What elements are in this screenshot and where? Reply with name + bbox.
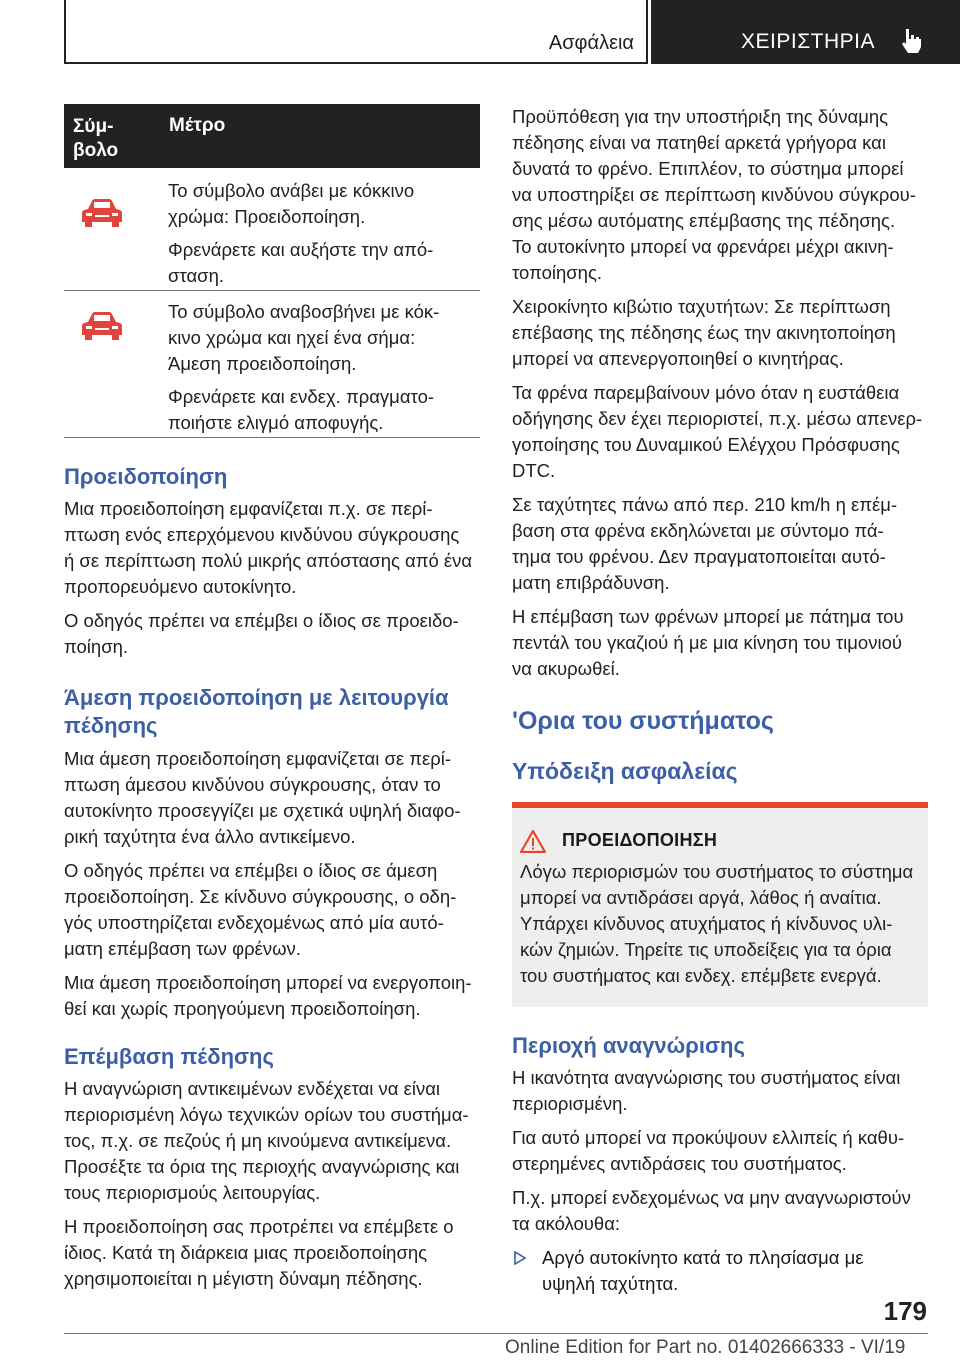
footer-edition: Online Edition for Part no. 01402666333 - VI/19 xyxy=(505,1337,906,1358)
heading-safety-note: Υπόδειξη ασφαλείας xyxy=(512,758,738,784)
warning-box xyxy=(512,802,928,1007)
right-paragraph-3: Τα φρένα παρεμβαίνουν μόνο όταν η ευστάθεια οδήγησης δεν έχει περιοριστεί, π.χ. μέσω απενερ- γοποίησης του Δυναμικού Ελέγχου Πρόσφυσης DTC. xyxy=(512,382,923,481)
table-row xyxy=(64,168,480,291)
warning-paragraph-1: Μια προειδοποίηση εμφανίζεται π.χ. σε περί- πτωση ενός επερχόμενου κινδύνου σύγκρουσης ή σε περίπτωση πολύ μικρής απόστασης από ένα προπορευόμενο αυτοκίνητο. xyxy=(64,498,473,597)
row1-text-1: Το σύμβολο ανάβει με κόκκινο χρώμα: Προειδοποίηση. xyxy=(168,180,415,227)
row2-text-2: Φρενάρετε και ενδεχ. πραγματο- ποιήστε ελιγμό αποφυγής. xyxy=(168,386,435,433)
direct-paragraph-1: Μια άμεση προειδοποίηση εμφανίζεται σε περί- πτωση άμεσου κινδύνου σύγκρουσης, όταν το αυτοκίνητο προσεγγίζει με σχετικά υψηλή διαφο- ρική ταχύτητα ένα άλλο αντικείμενο. xyxy=(64,748,461,847)
column-symbol: Σύμ- βολο xyxy=(73,116,119,161)
table-row xyxy=(64,291,480,438)
red-car-warning-icon xyxy=(80,198,124,228)
brake-paragraph-2: Η προειδοποίηση σας προτρέπει να επέμβετε ο ίδιος. Κατά τη διάρκεια μιας προειδοποίησης χρησιμοποιείται η μέγιστη δύναμη πέδησης. xyxy=(64,1216,454,1289)
direct-paragraph-3: Μια άμεση προειδοποίηση μπορεί να ενεργοποιη- θεί και χωρίς προηγούμενη προειδοποίηση. xyxy=(64,972,472,1019)
section-title: Ασφάλεια xyxy=(548,32,634,54)
warning-triangle-icon xyxy=(520,830,546,853)
red-car-flashing-icon xyxy=(80,311,124,341)
warning-text: Λόγω περιορισμών του συστήματος το σύστημα μπορεί να αντιδράσει αργά, λάθος ή αναίτια. Υπάρχει κίνδυνος ατυχήματος ή κίνδυνος υλι- κών ζημιών. Τηρείτε τις υποδείξεις για τα όρια του συστήματος και ενδεχ. επέμβετε ενεργά. xyxy=(520,861,914,986)
page-number: 179 xyxy=(883,1296,927,1326)
direct-paragraph-2: Ο οδηγός πρέπει να επέμβει ο ίδιος σε άμεση προειδοποίηση. Σε κίνδυνο σύγκρουσης, ο οδη- γός υποστηρίζεται ενδεχομένως από μία αυτό- ματη επέμβαση των φρένων. xyxy=(64,860,457,959)
footer-divider xyxy=(64,1333,928,1334)
heading-system-limits: 'Ορια του συστήματος xyxy=(512,707,774,735)
left-column xyxy=(64,104,480,1292)
area-paragraph-1: Η ικανότητα αναγνώρισης του συστήματος είναι περιορισμένη. xyxy=(512,1067,901,1114)
right-paragraph-4: Σε ταχύτητες πάνω από περ. 210 km/h η επέμ- βαση στα φρένα εκδηλώνεται με σύντομο πά- τημα του φρένου. Δεν πραγματοποιείται αυτό- ματη επιβράδυνση. xyxy=(512,494,898,593)
row1-text-2: Φρενάρετε και αυξήστε την από- σταση. xyxy=(168,239,434,286)
table-header xyxy=(64,104,480,168)
column-measure: Μέτρο xyxy=(169,115,226,136)
heading-direct-warning: Άμεση προειδοποίηση με λειτουργία πέδησης xyxy=(64,685,449,738)
right-paragraph-5: Η επέμβαση των φρένων μπορεί με πάτημα του πεντάλ του γκαζιού ή με μια κίνηση του τιμονιού να ακυρωθεί. xyxy=(512,606,904,679)
heading-brake-intervention: Επέμβαση πέδησης xyxy=(64,1044,274,1069)
bullet-triangle-icon xyxy=(514,1251,526,1265)
tab-label: ΧΕΙΡΙΣΤΗΡΙΑ xyxy=(741,30,876,53)
right-paragraph-2: Χειροκίνητο κιβώτιο ταχυτήτων: Σε περίπτωση επέβασης της πέδησης έως την ακινητοποίηση μπορεί να απενεργοποιηθεί ο κινητήρας. xyxy=(512,296,896,369)
hand-pointer-icon xyxy=(899,28,923,54)
heading-warning: Προειδοποίηση xyxy=(64,464,228,489)
warning-title: ΠΡΟΕΙΔΟΠΟΙΗΣΗ xyxy=(562,830,718,850)
list-item xyxy=(512,1245,928,1297)
tab-controls[interactable] xyxy=(651,0,960,64)
area-paragraph-2: Για αυτό μπορεί να προκύψουν ελλιπείς ή καθυ- στερημένες αντιδράσεις του συστήματος. xyxy=(512,1127,905,1174)
warning-paragraph-2: Ο οδηγός πρέπει να επέμβει ο ίδιος σε προειδο- ποίηση. xyxy=(64,610,459,657)
row2-text-1: Το σύμβολο αναβοσβήνει με κόκ- κινο χρώμα και ηχεί ένα σήμα: Άμεση προειδοποίηση. xyxy=(168,301,440,374)
right-paragraph-1: Προϋπόθεση για την υποστήριξη της δύναμης πέδησης είναι να πατηθεί αρκετά γρήγορα και δυνατά το φρένο. Επιπλέον, το σύστημα μπορεί να υποστηρίξει σε περίπτωση κινδύνου σύγκρου- σης μέσω αυτόματης επέμβασης της πέδησης. Το αυτοκίνητο μπορεί να φρενάρει μέχρι ακινη- τοποίησης. xyxy=(512,106,916,283)
brake-paragraph-1: Η αναγνώριση αντικειμένων ενδέχεται να είναι περιορισμένη λόγω τεχνικών ορίων του συστήμα- τος, π.χ. σε πεζούς ή μη κινούμενα αντικείμενα. Προσέξτε τα όρια της περιοχής αναγνώρισης και τους περιορισμούς λειτουργίας. xyxy=(64,1078,469,1203)
right-column xyxy=(512,104,928,1297)
bullet-text: Αργό αυτοκίνητο κατά το πλησίασμα με υψηλή ταχύτητα. xyxy=(542,1247,864,1294)
area-paragraph-3: Π.χ. μπορεί ενδεχομένως να μην αναγνωριστούν τα ακόλουθα: xyxy=(512,1187,911,1234)
heading-detection-area: Περιοχή αναγνώρισης xyxy=(512,1033,745,1058)
